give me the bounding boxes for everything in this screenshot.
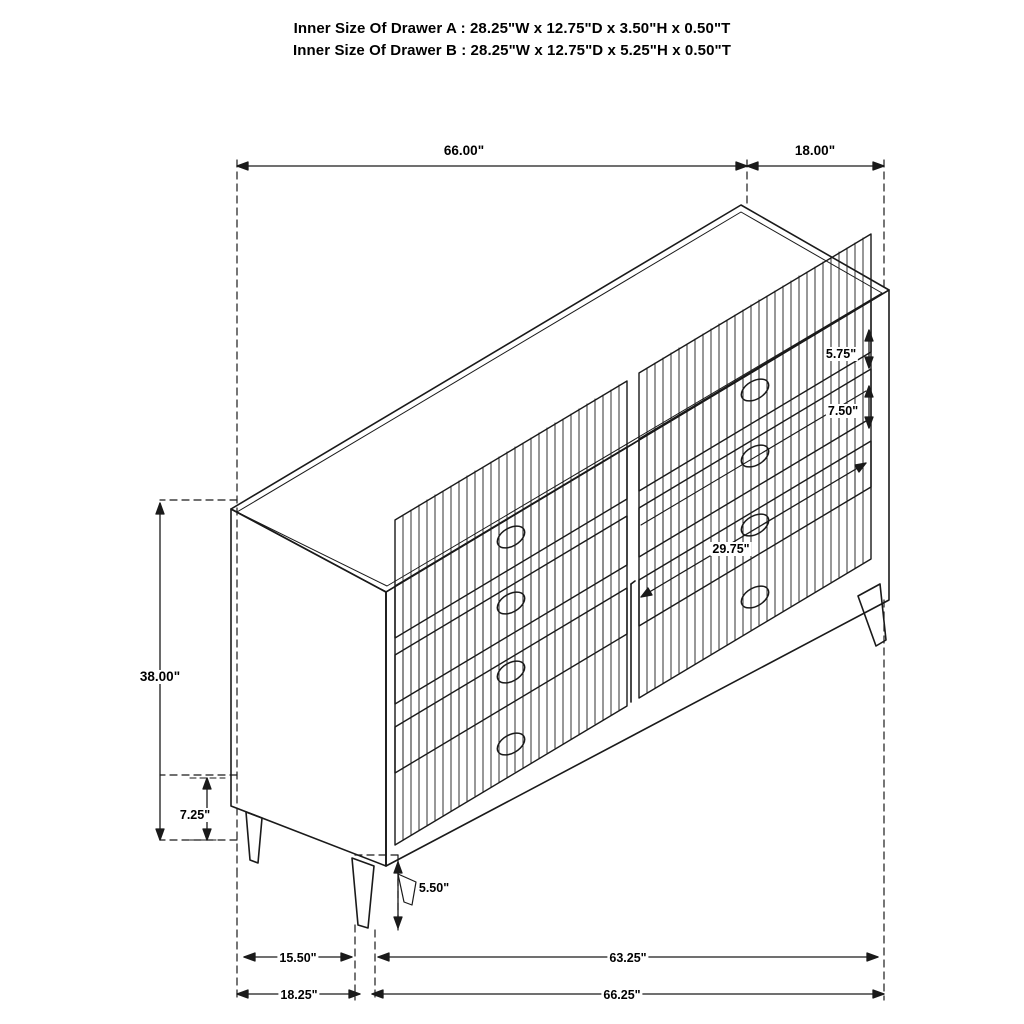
dimension-label-front-6325: 63.25": [609, 951, 647, 965]
dimension-label-height-38: 38.00": [139, 669, 181, 684]
dimension-label-depth-18: 18.00": [794, 143, 836, 158]
dimension-label-leg-550: 5.50": [418, 881, 450, 895]
dimension-label-base-1550: 15.50": [279, 951, 317, 965]
dresser-left-side: [231, 509, 386, 866]
dimension-label-drawer-575: 5.75": [825, 347, 857, 361]
dimension-label-width-6625: 66.25": [603, 988, 641, 1002]
dimension-label-drawer-750: 7.50": [827, 404, 859, 418]
inner-size-drawer-b: Inner Size Of Drawer B : 28.25"W x 12.75"D x 5.25"H x 0.50"T: [293, 42, 731, 59]
inner-size-drawer-a: Inner Size Of Drawer A : 28.25"W x 12.75"D x 3.50"H x 0.50"T: [293, 20, 731, 37]
dimension-label-bank-2975: 29.75": [712, 542, 750, 556]
dresser-top: [231, 205, 889, 592]
dimension-label-depth-1825: 18.25": [280, 988, 318, 1002]
dimension-label-leg-725: 7.25": [179, 808, 211, 822]
dimension-label-width-66: 66.00": [443, 143, 485, 158]
legs: [246, 584, 886, 928]
drawer-pulls: [494, 375, 773, 760]
dresser-front: [386, 290, 889, 866]
